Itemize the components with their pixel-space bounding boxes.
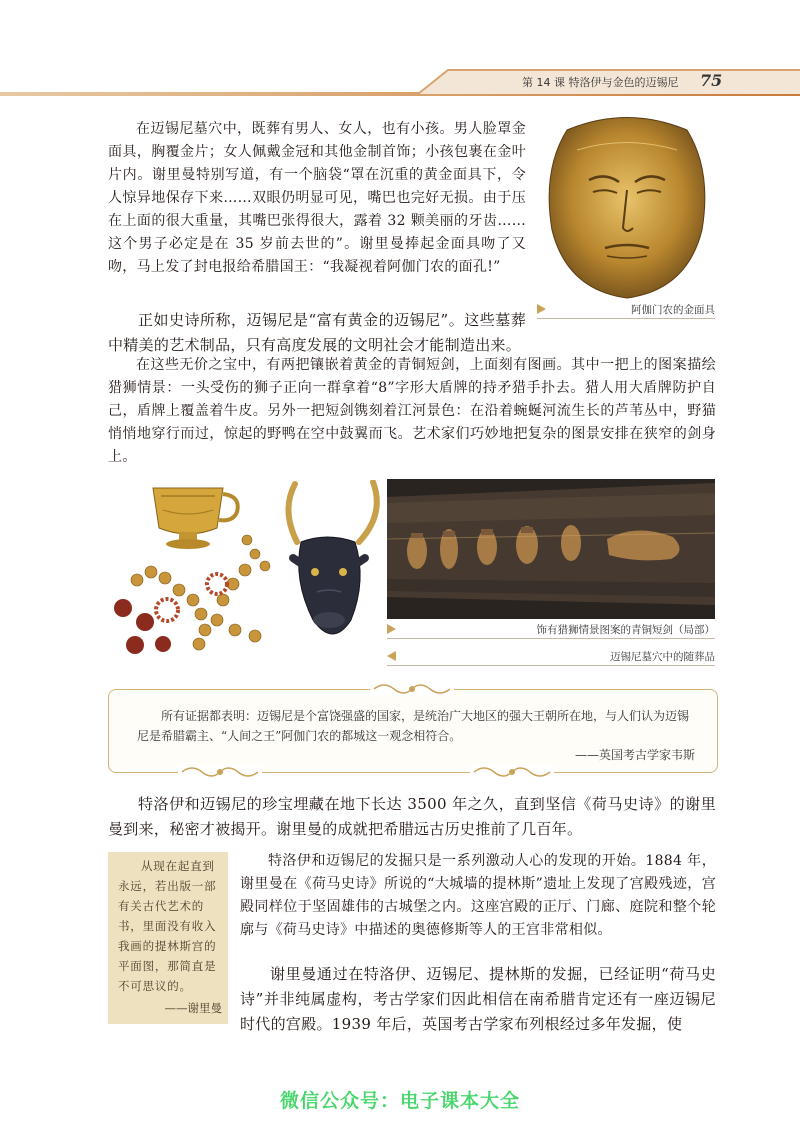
bottom-ornament-right-icon: [470, 763, 554, 781]
grave-goods-caption: 迈锡尼墓穴中的随葬品: [387, 649, 715, 666]
quote-box: [108, 689, 718, 773]
gold-cup-icon: [153, 488, 238, 549]
mask-paragraph: 在迈锡尼墓穴中，既葬有男人、女人，也有小孩。男人脸罩金面具，胸覆金片；女人佩戴金冠和其他金制首饰；小孩包裹在金叶片内。谢里曼特别写道，有一个脑袋“罩在沉重的黄金面具下，令人惊异地保存下来……双眼仍明显可见，嘴巴也完好无损。由于压在上面的很大重量，其嘴巴张得很大，露着 32 颗美丽的牙齿……这个男子必定是在 35 岁前去世的”。谢里曼捧起金面具吻了又吻，马上发了封电报给希腊国王：“我凝视着阿伽门农的面孔!”: [108, 121, 526, 275]
gold-mask-image: [537, 110, 717, 300]
side-note: [108, 852, 228, 1024]
mask-caption: 阿伽门农的金面具: [537, 302, 715, 319]
lesson-title: 第 14 课 特洛伊与金色的迈锡尼: [522, 76, 679, 89]
bull-head-icon: [288, 482, 376, 634]
caption-triangle-icon: [387, 624, 396, 634]
treasure-paragraph: 特洛伊和迈锡尼的珍宝埋藏在地下长达 3500 年之久，直到坚信《荷马史诗》的谢里曼到来，秘密才被揭开。谢里曼的成就把希腊远古历史推前了几百年。: [108, 795, 716, 838]
homer-paragraph: 谢里曼通过在特洛伊、迈锡尼、提林斯的发掘，已经证明“荷马史诗”并非纯属虚构，考古学家们因此相信在南希腊肯定还有一座迈锡尼时代的宫殿。1939 年后，英国考古学家布列根经过多年发掘，使: [240, 965, 716, 1033]
quote-attribution: ——英国考古学家韦斯: [574, 748, 695, 762]
caption-triangle-left-icon: [387, 651, 396, 661]
page-number: 75: [700, 71, 723, 90]
watermark: 微信公众号：电子课本大全: [279, 1090, 520, 1112]
bronze-dagger-image: [387, 479, 715, 619]
dagger-paragraph: 在这些无价之宝中，有两把镶嵌着黄金的青铜短剑，上面刻有图画。其中一把上的图案描绘猎狮情景：一头受伤的狮子正向一群拿着“8”字形大盾牌的持矛猎手扑去。猎人用大盾牌防护自己，盾牌上覆盖着牛皮。另外一把短剑镌刻着江河景色：在沿着蜿蜒河流生长的芦苇丛中，野猫悄悄地穿行而过，惊起的野鸭在空中鼓翼而飞。艺术家们巧妙地把复杂的图景安排在狭窄的剑身上。: [108, 357, 716, 465]
caption-triangle-icon: [537, 304, 546, 314]
side-note-text: 从现在起直到永远，若出版一部有关古代艺术的书，里面没有收入我画的提林斯宫的平面图，那简直是不可思议的。: [118, 859, 217, 993]
bottom-ornament-left-icon: [178, 763, 262, 781]
grave-goods-image: [105, 480, 380, 665]
golden-mycenae-paragraph: 正如史诗所称，迈锡尼是“富有黄金的迈锡尼”。这些墓葬中精美的艺术制品，只有高度发展的文明社会才能制造出来。: [108, 311, 526, 354]
quote-text: 所有证据都表明：迈锡尼是个富饶强盛的国家，是统治广大地区的强大王朝所在地，与人们认为迈锡尼是希腊霸主、“人间之王”阿伽门农的都城这一观念相符合。: [137, 709, 690, 743]
side-note-attribution: ——谢里曼: [164, 1001, 222, 1015]
dagger-caption: 饰有猎狮情景图案的青铜短剑（局部）: [387, 622, 715, 639]
top-ornament-icon: [370, 680, 454, 698]
tiryns-paragraph: 特洛伊和迈锡尼的发掘只是一系列激动人心的发现的开始。1884 年，谢里曼在《荷马史诗》所说的“大城墙的提林斯”遗址上发现了宫殿残迹，宫殿同样位于坚固雄伟的古城堡之内。这座宫殿的正厅、门廊、庭院和整个轮廓与《荷马史诗》中描述的奥德修斯等人的王宫非常相似。: [240, 853, 716, 938]
